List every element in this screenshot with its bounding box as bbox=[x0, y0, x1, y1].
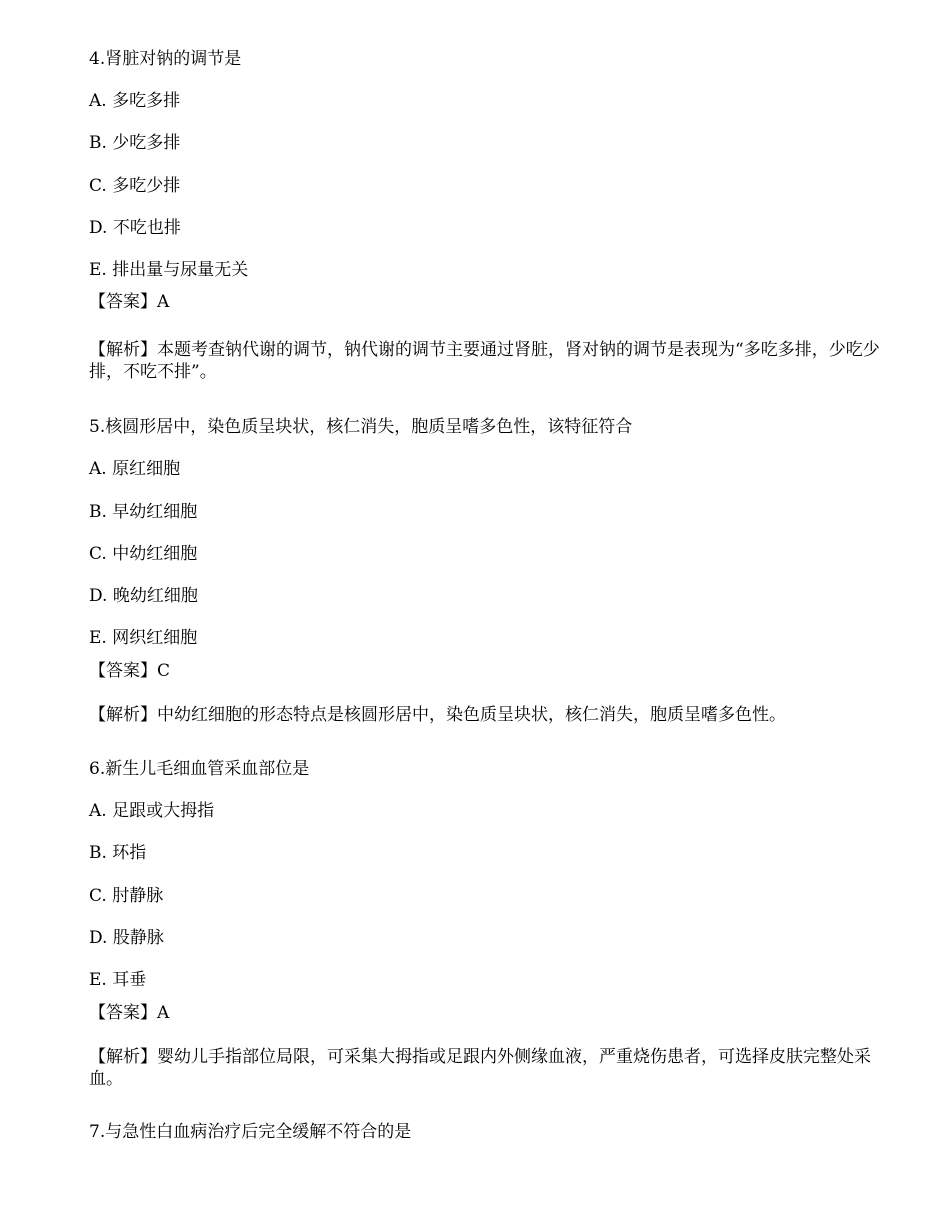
question-4-option-e: E. 排出量与尿量无关 bbox=[89, 260, 249, 280]
question-5-stem: 5.核圆形居中，染色质呈块状，核仁消失，胞质呈嗜多色性，该特征符合 bbox=[89, 417, 633, 437]
question-5-answer: 【答案】C bbox=[89, 661, 171, 681]
question-4-option-b: B. 少吃多排 bbox=[89, 133, 181, 153]
question-6-option-c: C. 肘静脉 bbox=[89, 886, 164, 906]
question-4-option-a: A. 多吃多排 bbox=[89, 91, 181, 111]
question-5-option-a: A. 原红细胞 bbox=[89, 459, 181, 479]
question-5-analysis: 【解析】中幼红细胞的形态特点是核圆形居中，染色质呈块状，核仁消失，胞质呈嗜多色性。 bbox=[89, 705, 786, 725]
question-5-option-d: D. 晚幼红细胞 bbox=[89, 586, 198, 606]
question-7-stem: 7.与急性白血病治疗后完全缓解不符合的是 bbox=[89, 1122, 412, 1142]
question-5-option-e: E. 网织红细胞 bbox=[89, 628, 198, 648]
question-6-analysis: 【解析】婴幼儿手指部位局限，可采集大拇指或足跟内外侧缘血液，严重烧伤患者，可选择皮肤完整处采血。 bbox=[89, 1047, 871, 1089]
question-4-option-c: C. 多吃少排 bbox=[89, 176, 181, 196]
question-6-answer: 【答案】A bbox=[89, 1003, 170, 1023]
question-4-stem: 4.肾脏对钠的调节是 bbox=[89, 49, 242, 69]
question-4-option-d: D. 不吃也排 bbox=[89, 218, 181, 238]
question-6-option-e: E. 耳垂 bbox=[89, 970, 147, 990]
question-6-option-d: D. 股静脉 bbox=[89, 928, 164, 948]
question-5-option-b: B. 早幼红细胞 bbox=[89, 502, 198, 522]
question-4-analysis: 【解析】本题考查钠代谢的调节，钠代谢的调节主要通过肾脏，肾对钠的调节是表现为“多吃多排，少吃少排，不吃不排”。 bbox=[89, 340, 880, 382]
question-6-option-b: B. 环指 bbox=[89, 843, 147, 863]
question-6-stem: 6.新生儿毛细血管采血部位是 bbox=[89, 759, 310, 779]
question-5-option-c: C. 中幼红细胞 bbox=[89, 544, 198, 564]
question-6-option-a: A. 足跟或大拇指 bbox=[89, 801, 215, 821]
question-4-answer: 【答案】A bbox=[89, 292, 170, 312]
